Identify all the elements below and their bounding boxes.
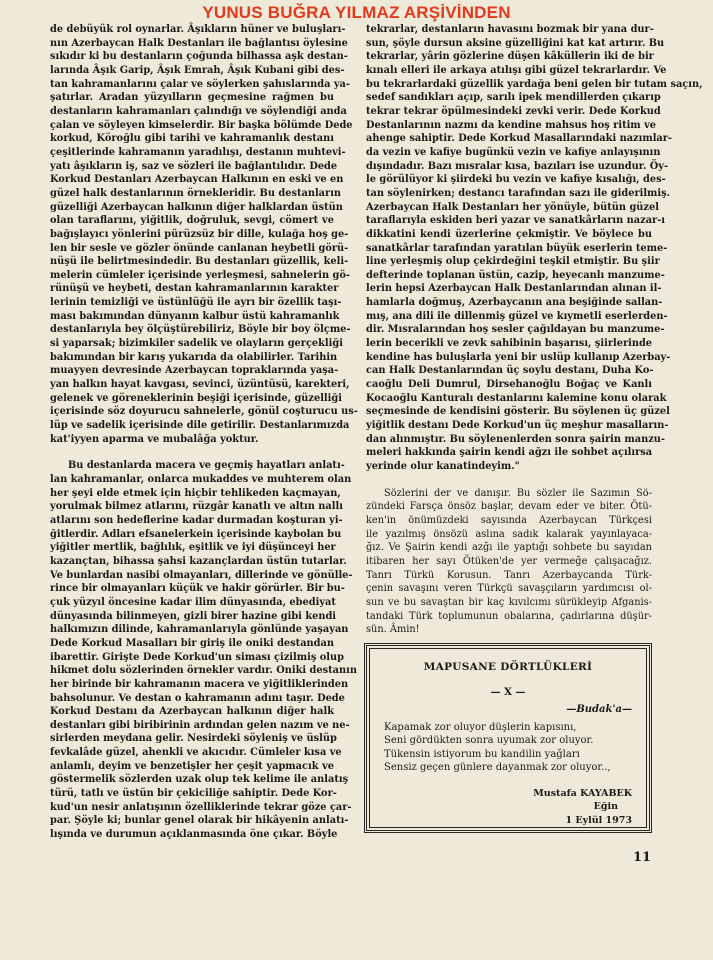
text-line: Tanrı Türkü Korusun. Tanrı Azerbaycanda Türk-	[366, 569, 652, 581]
text-line: len bir sesle ve gözler önünde canlanan heybetli görü-	[50, 242, 349, 254]
text-line: Kocaoğlu Kanturalı destanlarını kalemine konu olarak	[366, 392, 667, 404]
text-line: dikkatini kendi üzerlerine çekmiştir. Ve böylece bu	[366, 228, 652, 240]
text-line: sıkıdır ki bu destanların çoğunda bilhassa aşk destan-	[50, 51, 348, 63]
text-line: itibaren her sayı Ötüken'de yer vermeğe çalışacağız.	[366, 555, 652, 567]
text-line: kınalı elleri ile arkaya atılışı gibi güzel tekrarlardır. Ve	[366, 64, 667, 76]
text-line: nın Azerbaycan Halk Destanları ile bağlantısı öylesine	[50, 37, 348, 49]
text-line: dir. Mısralarından hoş sesler çağıldayan bu manzume-	[366, 324, 665, 336]
text-line: ken'in önümüzdeki sayısında Azerbaycan Türkçesi	[366, 514, 652, 526]
text-line: sedef sandıkları açıp, sarılı ipek mendillerden çıkarıp	[366, 92, 661, 104]
text-line: kendine has buluşlarla yeni bir uslüp kullanıp Azerbay-	[366, 351, 671, 363]
text-line: dan alınmıştır. Bu söylenenlerden sonra şairin manzu-	[366, 433, 665, 445]
text-line: bakımından bir karış yukarıda da olabilirler. Tarihin	[50, 351, 338, 363]
right-paragraph-1	[366, 23, 703, 474]
poem-frame	[364, 643, 652, 833]
poem-inner-frame	[369, 648, 647, 828]
text-line: ğitlerdir. Adları efsanelerkein içerisinde kaybolan bu	[50, 528, 342, 540]
text-line: melerin cümleler içerisinde yerleşmesi, sahnelerin gö-	[50, 269, 350, 281]
text-line: caoğlu Deli Dumrul, Dirsehanoğlu Boğaç ve Kanlı	[366, 379, 652, 391]
text-line: Bu destanlarda macera ve geçmiş hayatları anlatı-	[68, 460, 345, 472]
left-paragraph-2	[50, 459, 357, 841]
text-line: lüp ve sadelik içerisinde dile getirilir. Destanlarımızda	[50, 420, 350, 432]
text-line: bahsolunur. Ve destan o kahramanın adını taşır. Dede	[50, 692, 345, 704]
text-line: lerinin temizliği ve üstünlüğü ile ayrı bir özellik taşı-	[50, 297, 342, 309]
text-line: lerin becerikli ve zevk sahibinin başarısı, şiirlerinde	[366, 338, 653, 350]
text-line: destanların kahramanları çalındığı ve söylendiği anda	[50, 105, 347, 117]
text-line: Korkud Destanları Azerbaycan Halkının en eski ve en	[50, 174, 344, 186]
poem-signature	[384, 787, 632, 828]
text-line: tan kahramanlarını çalar ve söylerken şahıslarında ya-	[50, 78, 350, 90]
text-line: tandaki Türk toplumunun obalarına, çadırlarına düşür-	[366, 610, 652, 622]
text-line: çalan ve söyleyen kimselerdir. Bir başka bölümde Dede	[50, 119, 353, 131]
text-line: çenin savaşını veren Türkçü savaşçıların yardımcısı ol-	[366, 583, 652, 595]
text-line: hikmet dolu sözlerinden örnekler vardır. Oniki destanın	[50, 665, 357, 677]
text-line: destanlarıyla bey ölçüştürebiliriz, Böyle bir boy ölçme-	[50, 324, 351, 336]
text-line: çuk yüzyıl öncesine kadar ilim dünyasında, ebediyat	[50, 596, 336, 608]
text-line: yiğitlik destanı Dede Korkud'un üç meşhur masalların-	[366, 420, 669, 432]
text-line: tekrar tekrar öpülmesindeki zevki verir. Dede Korkud	[366, 105, 661, 117]
archive-watermark: YUNUS BUĞRA YILMAZ ARŞİVİNDEN	[202, 3, 511, 22]
text-line: güzel halk destanlarının örnekleridir. Bu destanların	[50, 187, 342, 199]
text-line: olan taraflarını, yiğitlik, doğruluk, sevgi, cömert ve	[50, 215, 334, 227]
text-line: her birinde bir kahramanın macera ve yiğitliklerinden	[50, 678, 349, 690]
text-line: da vezin ve kafiye bugünkü vezin ve kafiye anlayışının	[366, 146, 661, 158]
text-line: şatırlar. Aradan yüzyılların geçmesine rağmen bu	[50, 92, 334, 104]
text-line: yatı âşıkların iş, saz ve sözleri ile bağlantılıdır. Dede	[50, 160, 338, 172]
text-line: can Halk Destanlarından üç soylu destanı, Duha Ko-	[366, 365, 654, 377]
text-line: halkımızın dilinde, kahramanlarıyla gönlünde yaşayan	[50, 624, 349, 636]
text-line: rünüşü ve heybeti, destan kahramanlarının karakter	[50, 283, 339, 295]
text-line: dışındadır. Bazı mısralar kısa, bazıları ise uzundur. Öy-	[366, 160, 669, 172]
text-line: yiğitler mertlik, bağlılık, eşitlik ve iyi düşünceyi her	[50, 542, 336, 554]
text-line: destanları gibi biribirinin ardından gelen nazım ve ne-	[50, 719, 350, 731]
text-line: zündeki Farsça önsöz başlar, devam eder ve biter. Ötü-	[366, 501, 652, 513]
text-line: le görülüyor ki şiirdeki bu vezin ve kafiye kısalığı, des-	[366, 174, 666, 186]
text-line: ile yazılmış önsözü aslına sadık kalarak yayınlayaca-	[366, 528, 652, 540]
text-line: si yaparsak; bizimkiler sadelik ve olayların gerçekliği	[50, 338, 343, 350]
poem-separator: — X —	[490, 686, 526, 698]
text-line: meleri hakkında şairin kendi ağzı ile sohbet açılırsa	[366, 447, 653, 459]
text-line: her şeyi elde etmek için hiçbir tehlikeden kaçmayan,	[50, 487, 341, 499]
text-line: lan kahramanlar, onlarca mukaddes ve muhterem olan	[50, 474, 352, 485]
page-number: 11	[633, 850, 652, 865]
text-line: larında Âşık Garip, Âşık Emrah, Âşık Kubani gibi des-	[50, 64, 345, 76]
poem-line: Kapamak zor oluyor düşlerin kapısını,	[384, 721, 577, 733]
text-line: tan söylenirken; destancı tarafından sazı ile giderilmiş.	[366, 187, 671, 199]
text-line: kat'iyyen aparma ve mubalâğa yoktur.	[50, 433, 259, 445]
text-line: par. Şöyle ki; bunlar genel olarak bir hikâyenin anlatı-	[50, 815, 349, 827]
text-line: rince bir olmayanları küçük ve hakir görürler. Bir bu-	[50, 583, 345, 595]
text-line: türü, tatlı ve üstün bir çekiciliğe sahiptir. Dede Kor-	[50, 788, 337, 800]
text-line: ahenge sahiptir. Dede Korkud Masallarındaki nazımlar-	[366, 133, 672, 145]
text-line: ibarettir. Girişte Dede Korkud'un siması çizilmiş olup	[50, 651, 344, 663]
text-line: hamlarla doğmuş, Azerbaycanın ana beşiğinde sallan-	[366, 297, 663, 309]
poem-date: 1 Eylül 1973	[565, 814, 632, 826]
text-line: çeşitlerinde kahramanın yaradılışı, destanın muhtevi-	[50, 146, 346, 158]
right-column	[366, 23, 703, 637]
text-line: taraflarıyla eskiden beri yazar ve sanatkârların nazar-ı	[366, 215, 665, 227]
left-column	[50, 23, 358, 842]
poem-line: Tükensin istiyorum bu kandilin yağları	[384, 748, 580, 760]
text-line: tekrarlar, destanların havasını bozmak bir yana dur-	[366, 24, 654, 35]
text-line: bu tekrarlardaki güzellik yardağa beni gelen bir tutam saçın,	[366, 78, 703, 90]
left-paragraph-1	[50, 23, 358, 446]
text-line: Korkud Destanı da Azerbaycan halkının diğer halk	[50, 706, 334, 718]
text-line: muayyen devresinde Azerbaycan topraklarında yaşa-	[50, 365, 339, 377]
text-line: fevkalâde güzel, ahenkli ve akıcıdır. Cümleler kısa ve	[50, 747, 342, 759]
text-line: kud'un nesir anlatışının özelliklerinde tekrar göze çar-	[50, 801, 352, 813]
right-paragraph-2	[366, 487, 652, 637]
text-line: gelenek ve göreneklerinin beşiği içerisinde, güzelliği	[50, 392, 342, 404]
text-line: defterinde toplanan üstün, cazip, heyecanlı manzume-	[366, 269, 665, 281]
text-line: atlarını son hedeflerine kadar durmadan koşturan yi-	[50, 514, 343, 526]
text-line: Dede Korkud Masalları bir giriş ile oniki destandan	[50, 637, 334, 649]
text-line: korkud, Köroğlu gibi tarihi ve kahramanlık destanı	[50, 133, 334, 145]
poem-author: Mustafa KAYABEK	[533, 787, 632, 799]
text-line: güzelliği Azerbaycan halkının diğer halklardan üstün	[50, 201, 343, 213]
text-line: lışında ve durumun açıklanmasında öne çıkar. Böyle	[50, 829, 338, 841]
text-line: sun ve bu savaştan bir kaç kıvılcımı sürükleyip Afganis-	[366, 596, 652, 608]
text-line: ması bakımından dünyanın kalbur üstü kahramanlık	[50, 310, 340, 322]
poem-line: Seni gördükten sonra uyumak zor oluyor.	[384, 735, 594, 746]
text-line: sun, şöyle dursun aksine güzelliğini kat kat artırır. Bu	[366, 37, 665, 49]
text-line: bağışlayıcı yönlerini pürüzsüz bir dille, kulağa hoş ge-	[50, 228, 349, 240]
text-line: Sözlerini der ve danışır. Bu sözler ile Sazımın Sö-	[384, 487, 652, 499]
text-line: anlamlı, deyim ve benzetişler her çeşit yapmacık ve	[50, 760, 334, 772]
text-line: nüşü ile belirtmesindedir. Bu destanları güzellik, keli-	[50, 256, 349, 268]
poem-dedication: —Budak'a—	[566, 704, 632, 715]
text-line: göstermelik sözlerden uzak olup tek kelime ile anlatış	[50, 774, 349, 786]
text-line: mış, ana dili ile dillenmiş güzel ve kıymetli eserlerden-	[366, 310, 668, 322]
text-line: sanatkârlar tarafından yaratılan büyük eserlerin teme-	[366, 242, 668, 254]
text-line: Destanlarının nazmı da kendine mahsus hoş ritim ve	[366, 119, 657, 131]
text-line: Azerbaycan Halk Destanları her yönüyle, bütün güzel	[366, 201, 659, 213]
text-line: Ve bunlardan nasibi olmayanları, dillerinde ve gönülle-	[50, 569, 353, 581]
text-line: içerisinde söz doyurucu sahnelerle, gönül coşturucu us-	[50, 406, 358, 418]
text-line: lerin hepsi Azerbaycan Halk Destanlarından alınan il-	[366, 283, 662, 295]
text-line: yorulmak bilmez atlarını, rüzgâr kanatlı ve altın nallı	[50, 501, 343, 513]
text-line: seçmesinde de kendisini gösterir. Bu söylenen üç güzel	[366, 406, 670, 418]
text-line: sirlerden meydana gelir. Nesirdeki söyleniş ve üslüp	[50, 733, 337, 745]
text-line: line yerleşmiş olup çekirdeğini teşkil etmiştir. Bu şiir	[366, 256, 660, 268]
poem-title: MAPUSANE DÖRTLÜKLERİ	[423, 661, 593, 673]
text-line: tekrarlar, yârin gözlerine düşen kâküllerin iki de bir	[366, 51, 654, 63]
poem-line: Sensiz geçen günlere dayanmak zor oluyor..,	[384, 762, 611, 773]
text-line: ğız. Ve Şairin kendi azğı ile yaptığı sohbete bu sayıdan	[366, 542, 652, 554]
text-line: sün. Âmin!	[366, 624, 420, 636]
text-line: yerinde olur kanatindeyim."	[366, 461, 520, 472]
text-line: dünyasında bilinmeyen, gizli birer hazine gibi kendi	[50, 610, 337, 622]
text-line: de debüyük rol oynarlar. Âşıkların hüner ve buluşları-	[50, 24, 346, 35]
text-line: yan halkın hayat kavgası, sevinci, üzüntüsü, karekteri,	[50, 379, 350, 391]
poem-place: Eğin	[593, 801, 618, 812]
poem-lines	[384, 721, 632, 775]
text-line: kazançtan, bihassa şahsi kazançlardan üstün tutarlar.	[50, 555, 347, 567]
